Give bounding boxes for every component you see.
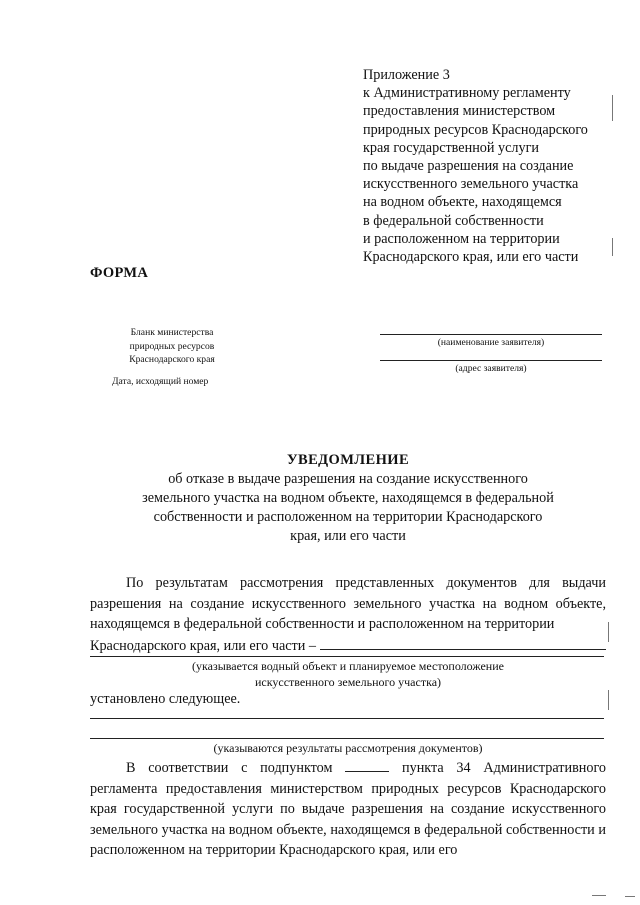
scan-artifact <box>612 238 613 256</box>
applicant-name-caption: (наименование заявителя) <box>437 337 545 348</box>
paragraph-accordance <box>90 758 606 861</box>
appendix-line: края государственной услуги <box>363 139 539 156</box>
scan-artifact <box>592 895 606 896</box>
notice-subtitle <box>90 470 606 546</box>
note-line: искусственного земельного участка) <box>254 675 442 689</box>
results-line-2 <box>90 738 604 739</box>
letterhead-line: Краснодарского края <box>129 354 215 365</box>
water-object-blank <box>320 635 606 650</box>
paragraph-results-tail: Краснодарского края, или его части – <box>90 637 316 654</box>
appendix-line: природных ресурсов Краснодарского <box>363 121 588 138</box>
appendix-line: к Административному регламенту <box>363 85 571 102</box>
applicant-address-field <box>380 360 602 374</box>
appendix-line: в федеральной собственности <box>363 212 544 229</box>
paragraph-results-text: По результатам рассмотрения представленных документов для выдачи разрешения на создание искусственного земельного участка на водном объекте, находящемся в федеральной собственности и расположенном на территории <box>90 575 606 632</box>
applicant-address-caption: (адрес заявителя) <box>455 363 527 374</box>
subtitle-line: собственности и расположенном на территории Краснодарского <box>153 509 543 525</box>
appendix-line: предоставления министерством <box>363 103 556 120</box>
established-label: установлено следующее. <box>90 691 241 707</box>
paragraph-results-last-line <box>90 635 606 657</box>
appendix-line: по выдаче разрешения на создание <box>363 158 574 175</box>
results-note: (указываются результаты рассмотрения документов) <box>213 741 483 755</box>
subtitle-line: об отказе в выдаче разрешения на создание искусственного <box>168 471 528 487</box>
applicant-name-field <box>380 334 602 348</box>
subpoint-blank <box>345 759 389 772</box>
appendix-header <box>363 66 613 266</box>
appendix-line: Приложение 3 <box>363 67 450 83</box>
date-number-label: Дата, исходящий номер <box>112 376 209 387</box>
scan-artifact <box>625 896 635 897</box>
appendix-line: Краснодарского края, или его части <box>363 249 579 266</box>
letterhead-line: природных ресурсов <box>129 340 215 352</box>
appendix-line: и расположенном на территории <box>363 230 560 247</box>
scan-artifact <box>612 95 613 121</box>
appendix-line: на водном объекте, находящемся <box>363 194 562 211</box>
paragraph-results <box>90 573 606 656</box>
subtitle-line: края, или его части <box>290 528 406 544</box>
subtitle-line: земельного участка на водном объекте, находящемся в федеральной <box>142 490 554 506</box>
accordance-text-start: В соответствии с подпунктом <box>126 760 333 776</box>
letterhead-line: Бланк министерства <box>130 327 214 338</box>
appendix-line: искусственного земельного участка <box>363 176 579 193</box>
notice-title: УВЕДОМЛЕНИЕ <box>286 452 410 468</box>
accordance-text-rest: пункта 34 Административного регламента предоставления министерством природных ресурсов Краснодарского края государственной услуги по выдаче разрешения на создание искусственного земельного участка на водном объекте, находящемся в федеральной собственности и расположенном на территории Краснодарского края, или его <box>90 760 607 858</box>
water-object-line <box>90 656 604 657</box>
applicant-name-line <box>380 334 602 335</box>
water-object-note <box>90 658 606 690</box>
applicant-address-line <box>380 360 602 361</box>
results-line-1 <box>90 718 604 719</box>
ministry-letterhead <box>112 326 232 367</box>
scan-artifact <box>608 622 609 642</box>
note-line: (указывается водный объект и планируемое местоположение <box>192 659 504 673</box>
scan-artifact <box>608 690 609 710</box>
form-label: ФОРМА <box>90 265 149 281</box>
